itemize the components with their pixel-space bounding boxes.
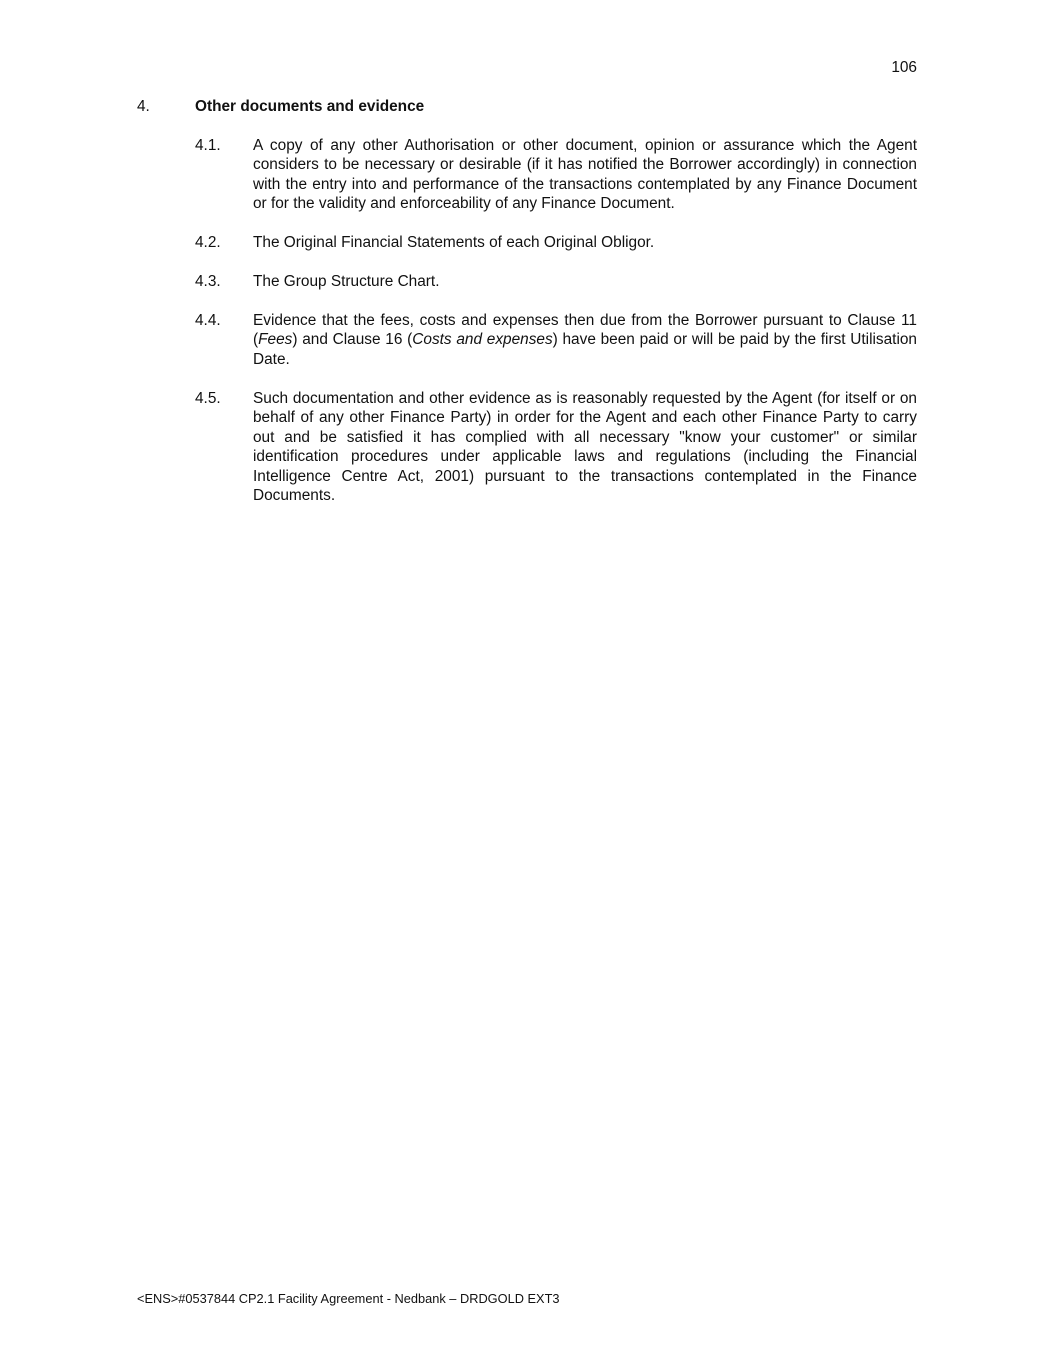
section-title: Other documents and evidence: [195, 98, 425, 115]
clause-italic-costs: Costs and expenses: [412, 331, 553, 349]
clause-text: The Original Financial Statements of each Original Obligor.: [253, 234, 655, 251]
page-number: 106: [891, 59, 917, 76]
clause-number: 4.2.: [195, 234, 221, 251]
clause-text-part: ) and Clause 16 (: [292, 331, 413, 349]
section-number: 4.: [137, 98, 150, 115]
clause-text: [253, 311, 917, 369]
clause-text: The Group Structure Chart.: [253, 273, 440, 290]
clause-4-4: [195, 311, 917, 369]
clause-text: A copy of any other Authorisation or other document, opinion or assurance which the Agent considers to be necessary or desirable (if it has notified the Borrower accordingly) in connection with the entry into and performance of the transactions contemplated by any Finance Document or for the validity and enforceability of any Finance Document.: [253, 137, 917, 213]
clause-4-3: [195, 272, 917, 291]
clause-number: 4.1.: [195, 137, 221, 154]
clause-number: 4.5.: [195, 390, 221, 407]
clause-4-2: [195, 233, 917, 252]
footer-reference: <ENS>#0537844 CP2.1 Facility Agreement - Nedbank – DRDGOLD EXT3: [137, 1291, 560, 1306]
clause-italic-fees: Fees: [258, 331, 293, 349]
clause-4-1: [195, 136, 917, 214]
clause-text-part: ) have been paid or will be paid by the first Utilisation Date.: [253, 331, 917, 368]
clause-number: 4.3.: [195, 273, 221, 290]
clause-4-5: [195, 389, 917, 505]
clause-text-part: Evidence that the fees, costs and expenses then due from the Borrower pursuant to Clause 11 (: [253, 312, 917, 349]
clause-text: Such documentation and other evidence as is reasonably requested by the Agent (for itself or on behalf of any other Finance Party) in order for the Agent and each other Finance Party to carry out and be satisfied it has complied with all necessary "know your customer" or similar identification procedures under applicable laws and regulations (including the Financial Intelligence Centre Act, 2001) pursuant to the transactions contemplated in the Finance Documents.: [253, 390, 917, 505]
clause-number: 4.4.: [195, 312, 221, 329]
